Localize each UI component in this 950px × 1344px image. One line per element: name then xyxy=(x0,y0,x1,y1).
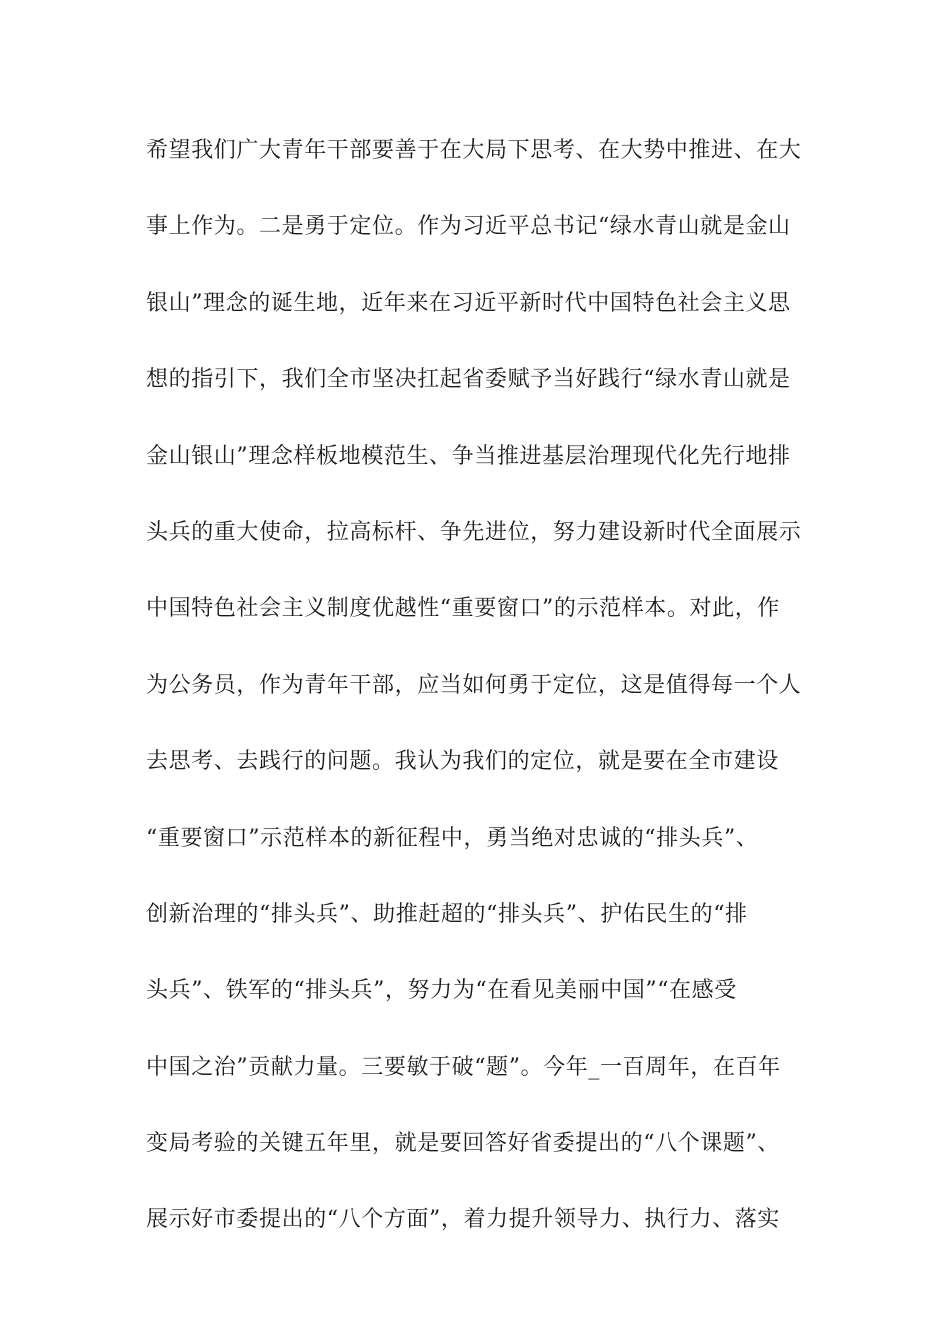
text-line: 头兵”、铁军的“排头兵”，努力为“在看见美丽中国”“在感受 xyxy=(146,978,737,1004)
text-line: 变局考验的关键五年里，就是要回答好省委提出的“八个课题”、 xyxy=(146,1131,780,1157)
text-line: 希望我们广大青年干部要善于在大局下思考、在大势中推进、在大 xyxy=(146,138,802,163)
text-line: 中国特色社会主义制度优越性“重要窗口”的示范样本。对此，作 xyxy=(146,596,780,622)
text-line: 中国之治”贡献力量。三要敏于破“题”。今年_一百周年，在百年 xyxy=(146,1054,781,1080)
text-line: 为公务员，作为青年干部，应当如何勇于定位，这是值得每一个人 xyxy=(146,672,802,698)
text-line: 金山银山”理念样板地模范生、争当推进基层治理现代化先行地排 xyxy=(146,443,791,469)
text-line: 事上作为。二是勇于定位。作为习近平总书记“绿水青山就是金山 xyxy=(146,214,791,240)
text-line: 创新治理的“排头兵”、助推赶超的“排头兵”、护佑民生的“排 xyxy=(146,901,748,927)
text-line: 头兵的重大使命，拉高标杆、争先进位，努力建设新时代全面展示 xyxy=(146,519,802,545)
text-line: 展示好市委提出的“八个方面”，着力提升领导力、执行力、落实 xyxy=(146,1207,780,1233)
text-line: 想的指引下，我们全市坚决扛起省委赋予当好践行“绿水青山就是 xyxy=(146,367,791,393)
body-text xyxy=(146,133,816,1279)
text-line: “重要窗口”示范样本的新征程中，勇当绝对忠诚的“排头兵”、 xyxy=(146,825,759,851)
text-line: 去思考、去践行的问题。我认为我们的定位，就是要在全市建设 xyxy=(146,749,779,775)
text-line: 银山”理念的诞生地，近年来在习近平新时代中国特色社会主义思 xyxy=(146,290,791,316)
